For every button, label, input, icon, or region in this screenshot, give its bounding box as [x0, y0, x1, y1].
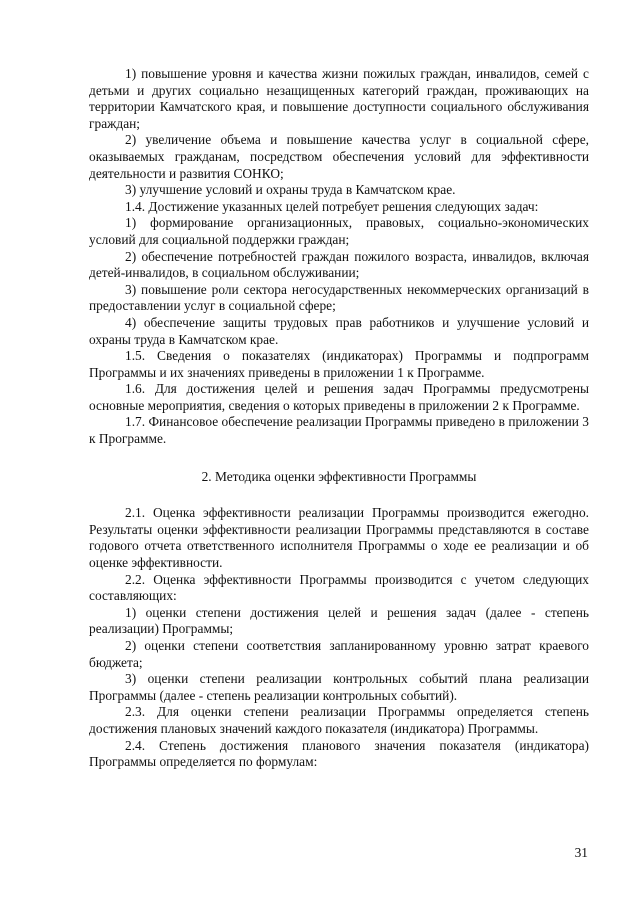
paragraph: 1) повышение уровня и качества жизни пожилых граждан, инвалидов, семей с детьми и других социально незащищенных категорий граждан, проживающих на территории Камчатского края, и повышение доступности социального обслуживания граждан;: [89, 66, 589, 131]
paragraph: 1) оценки степени достижения целей и решения задач (далее - степень реализации) Программы;: [89, 604, 589, 637]
section-heading: 2. Методика оценки эффективности Программы: [201, 468, 477, 484]
paragraph: 2.2. Оценка эффективности Программы производится с учетом следующих составляющих:: [89, 571, 589, 604]
paragraph: 3) улучшение условий и охраны труда в Камчатском крае.: [125, 182, 456, 198]
paragraph: 2.1. Оценка эффективности реализации Программы производится ежегодно. Результаты оценки эффективности реализации Программы представляются в составе годового отчета ответственного исполнителя Программы о ходе ее реализации и об оценке эффективности.: [89, 505, 589, 571]
paragraph: 1.7. Финансовое обеспечение реализации Программы приведено в приложении 3 к Программе.: [89, 414, 589, 447]
paragraph: 2) увеличение объема и повышение качества услуг в социальной сфере, оказываемых гражданам, посредством обеспечения условий для эффективности деятельности и развития СОНКО;: [89, 132, 589, 181]
page-number: 31: [574, 845, 588, 860]
paragraph: 2) оценки степени соответствия запланированному уровню затрат краевого бюджета;: [89, 638, 589, 670]
paragraph: 2.3. Для оценки степени реализации Программы определяется степень достижения плановых значений каждого показателя (индикатора) Программы.: [89, 704, 589, 736]
paragraph: 1) формирование организационных, правовых, социально-экономических условий для социальной поддержки граждан;: [89, 215, 589, 247]
paragraph: 2.4. Степень достижения планового значения показателя (индикатора) Программы определяется по формулам:: [89, 737, 589, 770]
paragraph: 4) обеспечение защиты трудовых прав работников и улучшение условий и охраны труда в Камчатском крае.: [89, 314, 589, 347]
paragraph: 2) обеспечение потребностей граждан пожилого возраста, инвалидов, включая детей-инвалидов, в социальном обслуживании;: [89, 248, 589, 281]
paragraph: 3) повышение роли сектора негосударственных некоммерческих организаций в предоставлении услуг в социальной сфере;: [89, 281, 589, 314]
page-content: [89, 66, 589, 771]
paragraph: 1.6. Для достижения целей и решения задач Программы предусмотрены основные мероприятия, сведения о которых приведены в приложении 2 к Программе.: [89, 381, 589, 413]
paragraph: 1.5. Сведения о показателях (индикаторах) Программы и подпрограмм Программы и их значениях приведены в приложении 1 к Программе.: [89, 348, 589, 380]
paragraph: 1.4. Достижение указанных целей потребует решения следующих задач:: [125, 198, 539, 214]
paragraph: 3) оценки степени реализации контрольных событий плана реализации Программы (далее - степень реализации контрольных событий).: [89, 671, 589, 703]
